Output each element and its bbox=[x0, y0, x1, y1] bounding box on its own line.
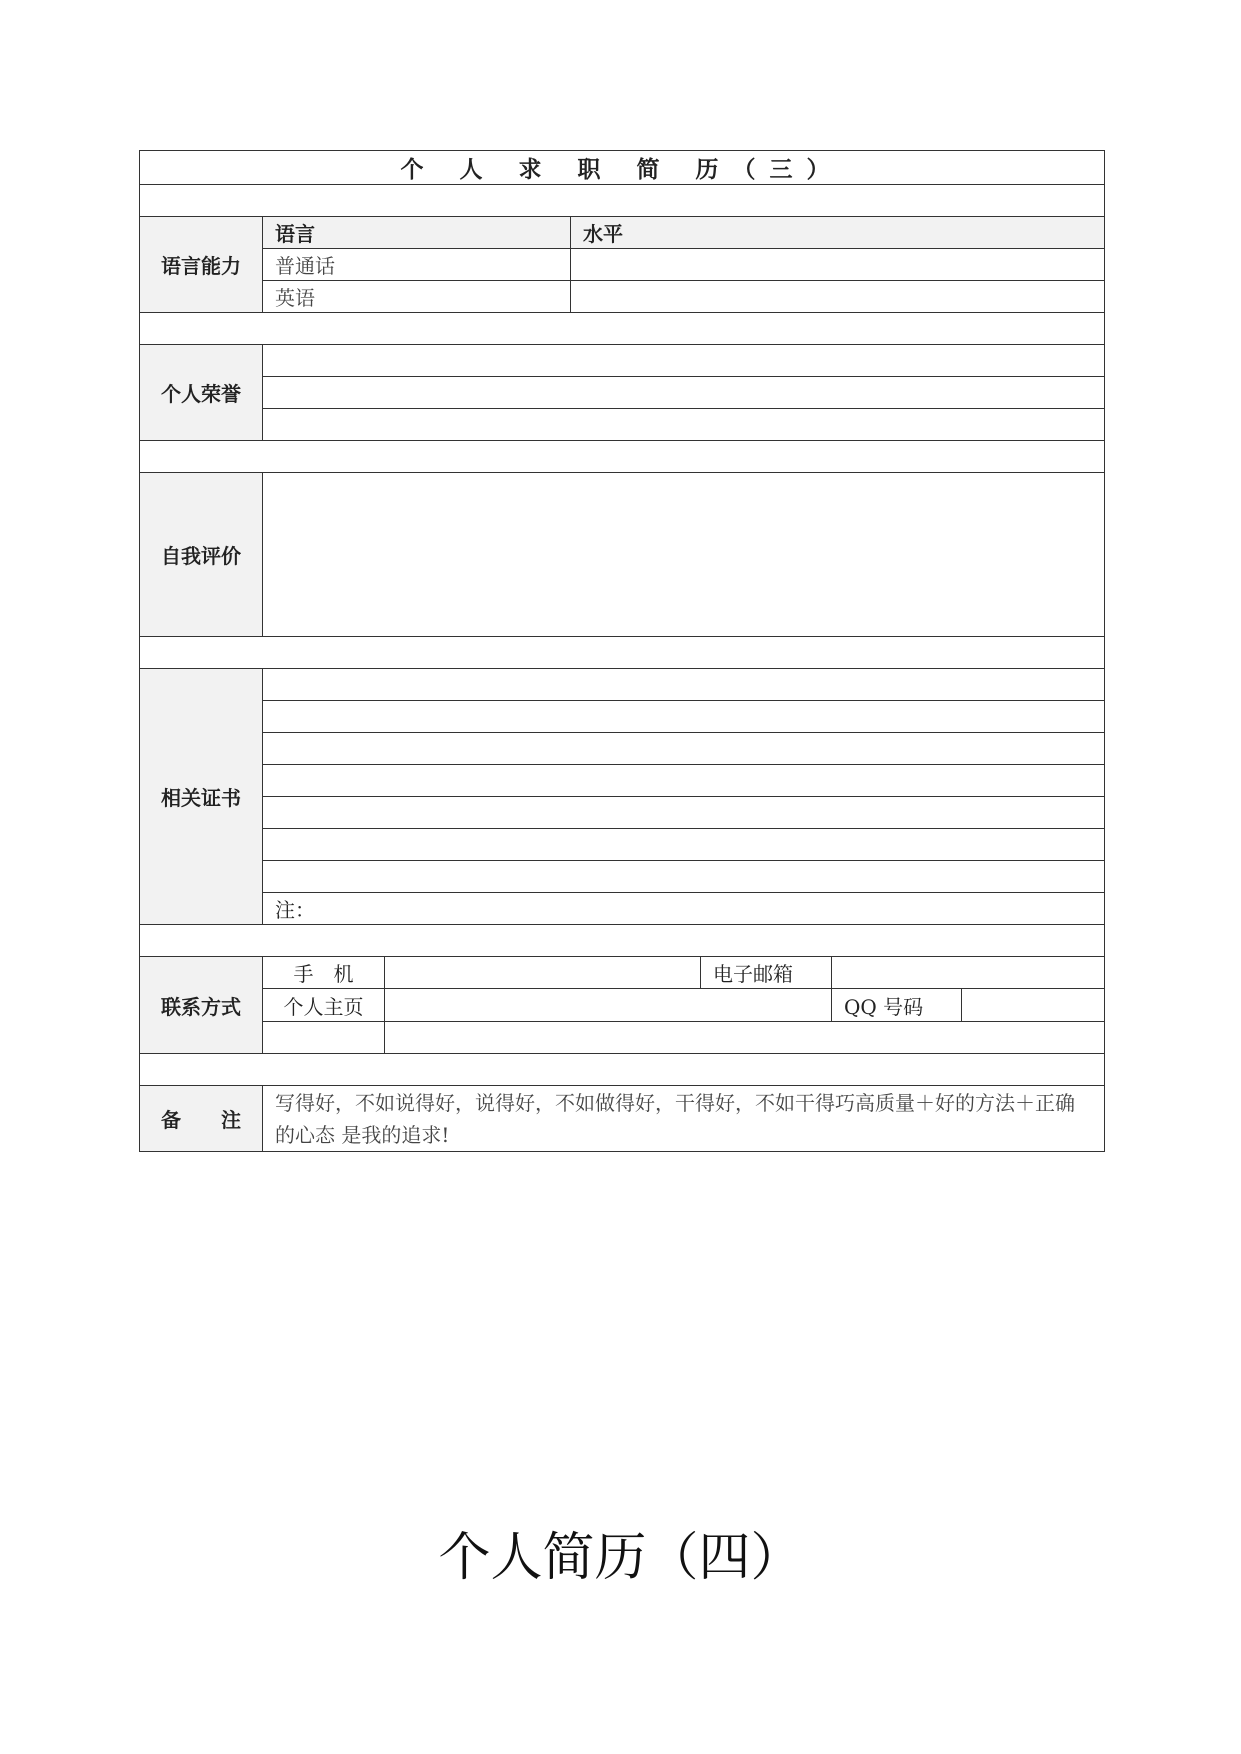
language-column-header: 语言 bbox=[263, 217, 571, 249]
blank-row bbox=[140, 637, 1105, 669]
email-label: 电子邮箱 bbox=[701, 957, 832, 989]
certificate-line[interactable] bbox=[263, 701, 1105, 733]
certificate-line[interactable] bbox=[263, 765, 1105, 797]
homepage-field[interactable] bbox=[385, 989, 832, 1022]
language-mandarin: 普通话 bbox=[263, 249, 571, 281]
blank-row bbox=[140, 1054, 1105, 1086]
phone-field[interactable] bbox=[385, 957, 701, 989]
remarks-label: 备 注 bbox=[140, 1086, 263, 1152]
email-field[interactable] bbox=[832, 957, 1105, 989]
self-evaluation-label: 自我评价 bbox=[140, 473, 263, 637]
qq-label: QQ 号码 bbox=[832, 989, 962, 1021]
certificate-line[interactable] bbox=[263, 669, 1105, 701]
contact-extra-label-field[interactable] bbox=[263, 1022, 385, 1054]
mandarin-level-field[interactable] bbox=[571, 249, 1105, 281]
next-resume-heading: 个人简历（四） bbox=[438, 1528, 803, 1588]
qq-field[interactable] bbox=[962, 989, 1104, 1021]
certificate-note: 注： bbox=[263, 893, 1105, 925]
language-section-label: 语言能力 bbox=[140, 217, 263, 313]
blank-row bbox=[140, 313, 1105, 345]
blank-row bbox=[140, 441, 1105, 473]
certificate-line[interactable] bbox=[263, 861, 1105, 893]
blank-row bbox=[140, 185, 1105, 217]
remarks-text: 写得好，不如说得好，说得好，不如做得好，干得好，不如干得巧高质量＋好的方法＋正确的心态 是我的追求! bbox=[263, 1086, 1105, 1152]
honor-line-1[interactable] bbox=[263, 345, 1105, 377]
certificate-line[interactable] bbox=[263, 733, 1105, 765]
honors-section-label: 个人荣誉 bbox=[140, 345, 263, 441]
certificates-section-label: 相关证书 bbox=[140, 669, 263, 925]
language-english: 英语 bbox=[263, 281, 571, 313]
certificate-line[interactable] bbox=[263, 797, 1105, 829]
resume-table bbox=[139, 150, 1105, 1152]
english-level-field[interactable] bbox=[571, 281, 1105, 313]
resume-title: 个 人 求 职 简 历（三） bbox=[140, 151, 1105, 185]
honor-line-2[interactable] bbox=[263, 377, 1105, 409]
contact-section-label: 联系方式 bbox=[140, 957, 263, 1054]
phone-label: 手 机 bbox=[263, 957, 385, 989]
qq-row-cell bbox=[832, 989, 1105, 1022]
level-column-header: 水平 bbox=[571, 217, 1105, 249]
blank-row bbox=[140, 925, 1105, 957]
certificate-line[interactable] bbox=[263, 829, 1105, 861]
self-evaluation-field[interactable] bbox=[263, 473, 1105, 637]
honor-line-3[interactable] bbox=[263, 409, 1105, 441]
contact-extra-value-field[interactable] bbox=[385, 1022, 1105, 1054]
homepage-label: 个人主页 bbox=[263, 989, 385, 1022]
